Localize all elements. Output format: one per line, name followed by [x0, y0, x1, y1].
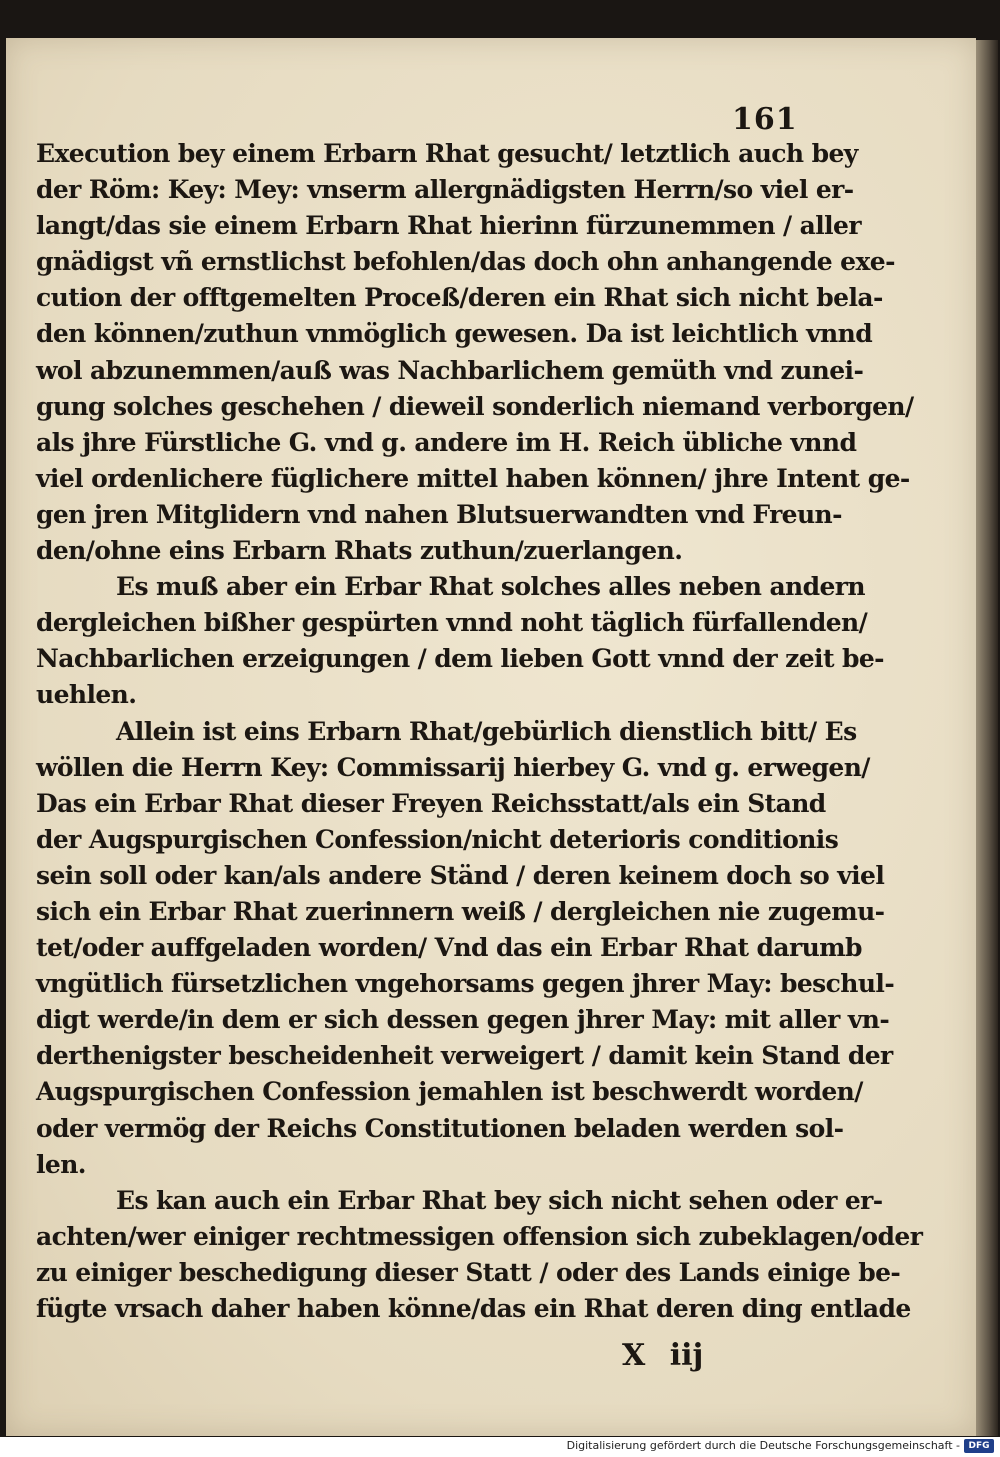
text-line: dergleichen bißher gespürten vnnd noht täglich fürfallenden/ — [36, 608, 868, 638]
signature-mark: X iij — [622, 1338, 704, 1373]
text-line: gen jren Mitglidern vnd nahen Blutsuerwandten vnd Freun- — [36, 499, 842, 529]
text-line: gnädigst vñ ernstlichst befohlen/das doch ohn anhangende exe- — [36, 247, 895, 277]
text-line: viel ordenlichere füglichere mittel haben können/ jhre Intent ge- — [36, 463, 910, 493]
paragraph-first-line: Es kan auch ein Erbar Rhat bey sich nicht sehen oder er- — [116, 1185, 883, 1215]
paragraph-first-line: Allein ist eins Erbarn Rhat/gebürlich dienstlich bitt/ Es — [116, 716, 857, 746]
body-text — [36, 136, 923, 1327]
text-line: wöllen die Herrn Key: Commissarij hierbey G. vnd g. erwegen/ — [36, 752, 870, 782]
text-line: vngütlich fürsetzlichen vngehorsams gegen jhrer May: beschul- — [36, 969, 895, 999]
text-line: Nachbarlichen erzeigungen / dem lieben Gott vnnd der zeit be- — [36, 644, 884, 674]
page-number: 161 — [732, 102, 798, 137]
text-line: fügte vrsach daher haben könne/das ein Rhat deren ding entlade — [36, 1294, 911, 1323]
text-line: cution der offtgemelten Proceß/deren ein Rhat sich nicht bela- — [36, 283, 883, 313]
text-line: Das ein Erbar Rhat dieser Freyen Reichsstatt/als ein Stand — [36, 788, 826, 818]
text-line: gung solches geschehen / dieweil sonderlich niemand verborgen/ — [36, 391, 914, 421]
text-line: der Röm: Key: Mey: vnserm allergnädigsten Herrn/so viel er- — [36, 175, 854, 205]
text-line: derthenigster bescheidenheit verweigert / damit kein Stand der — [36, 1041, 893, 1071]
footer-bar — [0, 1437, 1000, 1457]
text-line: uehlen. — [36, 680, 137, 710]
text-line: Augspurgischen Confession jemahlen ist beschwerdt worden/ — [36, 1077, 863, 1107]
text-line: digt werde/in dem er sich dessen gegen jhrer May: mit aller vn- — [36, 1005, 890, 1035]
funding-credit: Digitalisierung gefördert durch die Deutsche Forschungsgemeinschaft - — [566, 1439, 960, 1452]
paragraph-first-line: Es muß aber ein Erbar Rhat solches alles neben andern — [116, 572, 865, 602]
text-line: Execution bey einem Erbarn Rhat gesucht/ letztlich auch bey — [36, 139, 858, 168]
text-line: wol abzunemmen/auß was Nachbarlichem gemüth vnd zunei- — [36, 355, 864, 385]
text-line: zu einiger beschedigung dieser Statt / oder des Lands einige be- — [36, 1257, 901, 1287]
text-line: tet/oder auffgeladen worden/ Vnd das ein Erbar Rhat darumb — [36, 933, 862, 963]
text-line: len. — [36, 1149, 86, 1179]
text-line: den können/zuthun vnmöglich gewesen. Da ist leichtlich vnnd — [36, 319, 873, 349]
text-line: oder vermög der Reichs Constitutionen beladen werden sol- — [36, 1113, 844, 1143]
text-line: sein soll oder kan/als andere Ständ / deren keinem doch so viel — [36, 860, 885, 890]
text-line: achten/wer einiger rechtmessigen offension sich zubeklagen/oder — [36, 1221, 923, 1251]
text-line: langt/das sie einem Erbarn Rhat hierinn fürzunemmen / aller — [36, 211, 861, 241]
dfg-logo: DFG — [964, 1439, 994, 1453]
text-line: den/ohne eins Erbarn Rhats zuthun/zuerlangen. — [36, 536, 683, 566]
text-line: als jhre Fürstliche G. vnd g. andere im H. Reich übliche vnnd — [36, 427, 857, 457]
page-edge-shadow — [976, 40, 998, 1436]
text-line: der Augspurgischen Confession/nicht deterioris conditionis — [36, 824, 839, 854]
text-line: sich ein Erbar Rhat zuerinnern weiß / dergleichen nie zugemu- — [36, 896, 885, 926]
